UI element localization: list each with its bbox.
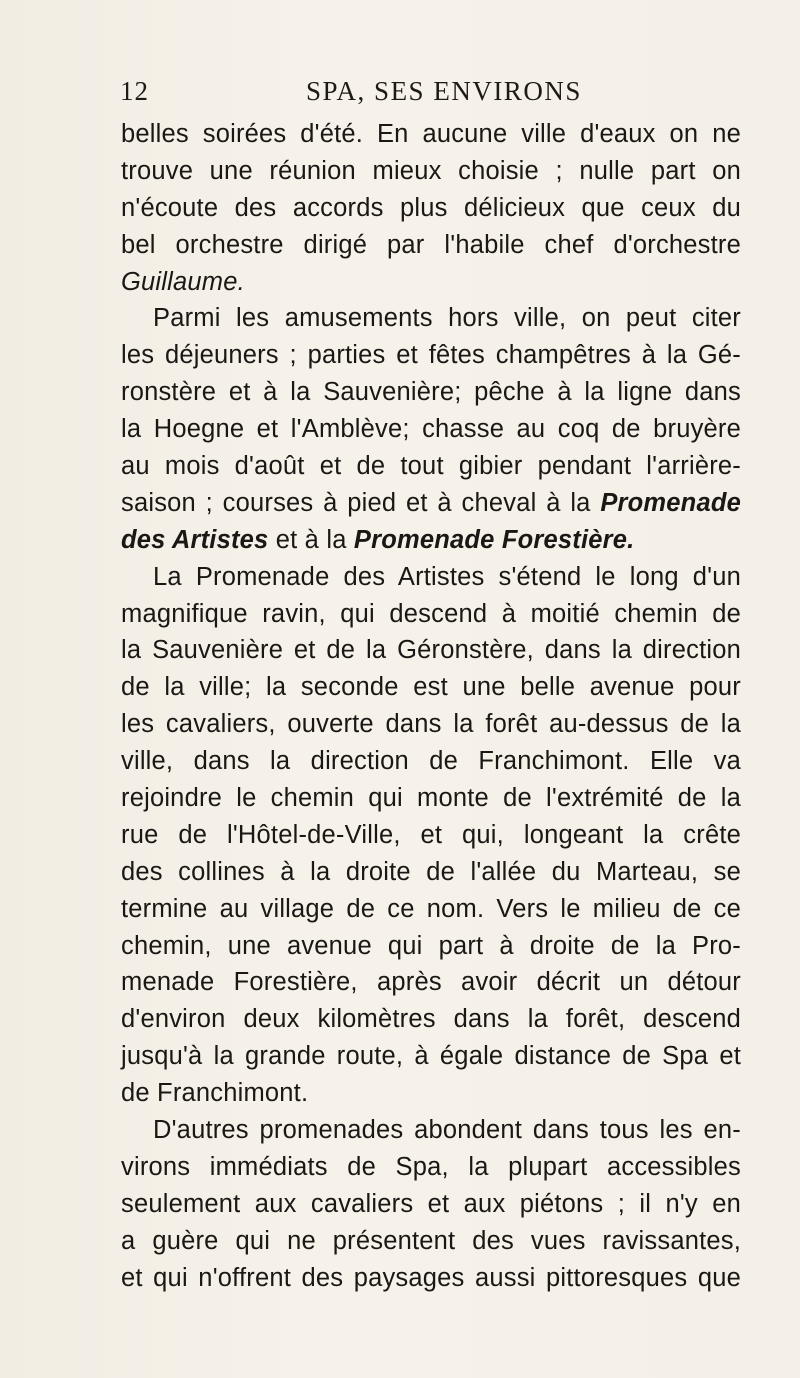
text-line: de la ville; la seconde est une belle avenue pour — [121, 673, 741, 702]
text-line: Guillaume. — [121, 267, 245, 296]
text-line: Parmi les amusements hors ville, on peut citer — [153, 304, 741, 333]
text-line: seulement aux cavaliers et aux piétons ; il n'y en — [121, 1189, 741, 1218]
text-line: des collines à la droite de l'allée du Marteau, se — [121, 857, 741, 886]
text-line: jusqu'à la grande route, à égale distance de Spa et — [121, 1042, 741, 1071]
text-line: rejoindre le chemin qui monte de l'extrémité de la — [121, 784, 741, 813]
text-line: virons immédiats de Spa, la plupart accessibles — [121, 1152, 741, 1181]
text-line: rue de l'Hôtel-de-Ville, et qui, longeant la crête — [121, 820, 741, 849]
text-line: la Hoegne et l'Amblève; chasse au coq de bruyère — [121, 415, 741, 444]
text-line: la Sauvenière et de la Géronstère, dans la direction — [121, 636, 741, 665]
text-line: menade Forestière, après avoir décrit un détour — [121, 968, 741, 997]
text-segment: et à la — [268, 525, 354, 554]
page-number: 12 — [120, 76, 149, 106]
text-line: d'environ deux kilomètres dans la forêt, descend — [121, 1005, 741, 1034]
text-line: n'écoute des accords plus délicieux que ceux du — [121, 193, 741, 222]
running-head: SPA, SES ENVIRONS — [306, 76, 582, 106]
text-line: de Franchimont. — [121, 1079, 309, 1108]
text-line: termine au village de ce nom. Vers le milieu de ce — [121, 894, 741, 923]
text-segment: saison ; courses à pied et à cheval à la — [121, 488, 601, 517]
text-line: D'autres promenades abondent dans tous les en- — [153, 1116, 741, 1145]
text-line: belles soirées d'été. En aucune ville d'eaux on ne — [121, 120, 741, 148]
text-line: chemin, une avenue qui part à droite de la Pro- — [121, 931, 741, 960]
text-line: magnifique ravin, qui descend à moitié chemin de — [121, 599, 741, 628]
text-line: ville, dans la direction de Franchimont. Elle va — [121, 747, 741, 776]
text-line: et qui n'offrent des paysages aussi pittoresques que — [121, 1263, 741, 1292]
text-line: La Promenade des Artistes s'étend le long d'un — [153, 562, 741, 591]
text-line — [121, 485, 741, 522]
body-text — [121, 116, 741, 1297]
italic-segment: Promenade — [600, 488, 741, 517]
text-line: bel orchestre dirigé par l'habile chef d'orchestre — [121, 230, 741, 259]
page-header — [120, 76, 740, 110]
text-line: les cavaliers, ouverte dans la forêt au-dessus de la — [121, 710, 741, 739]
text-line: au mois d'août et de tout gibier pendant l'arrière- — [121, 452, 741, 481]
text-line — [121, 522, 741, 559]
text-line: ronstère et à la Sauvenière; pêche à la ligne dans — [121, 378, 741, 407]
text-line: trouve une réunion mieux choisie ; nulle part on — [121, 156, 741, 185]
text-line: les déjeuners ; parties et fêtes champêtres à la Gé- — [121, 341, 741, 370]
italic-segment: des Artistes — [121, 525, 269, 554]
italic-segment: Promenade Forestière. — [353, 525, 635, 554]
text-line: a guère qui ne présentent des vues ravissantes, — [121, 1226, 741, 1255]
